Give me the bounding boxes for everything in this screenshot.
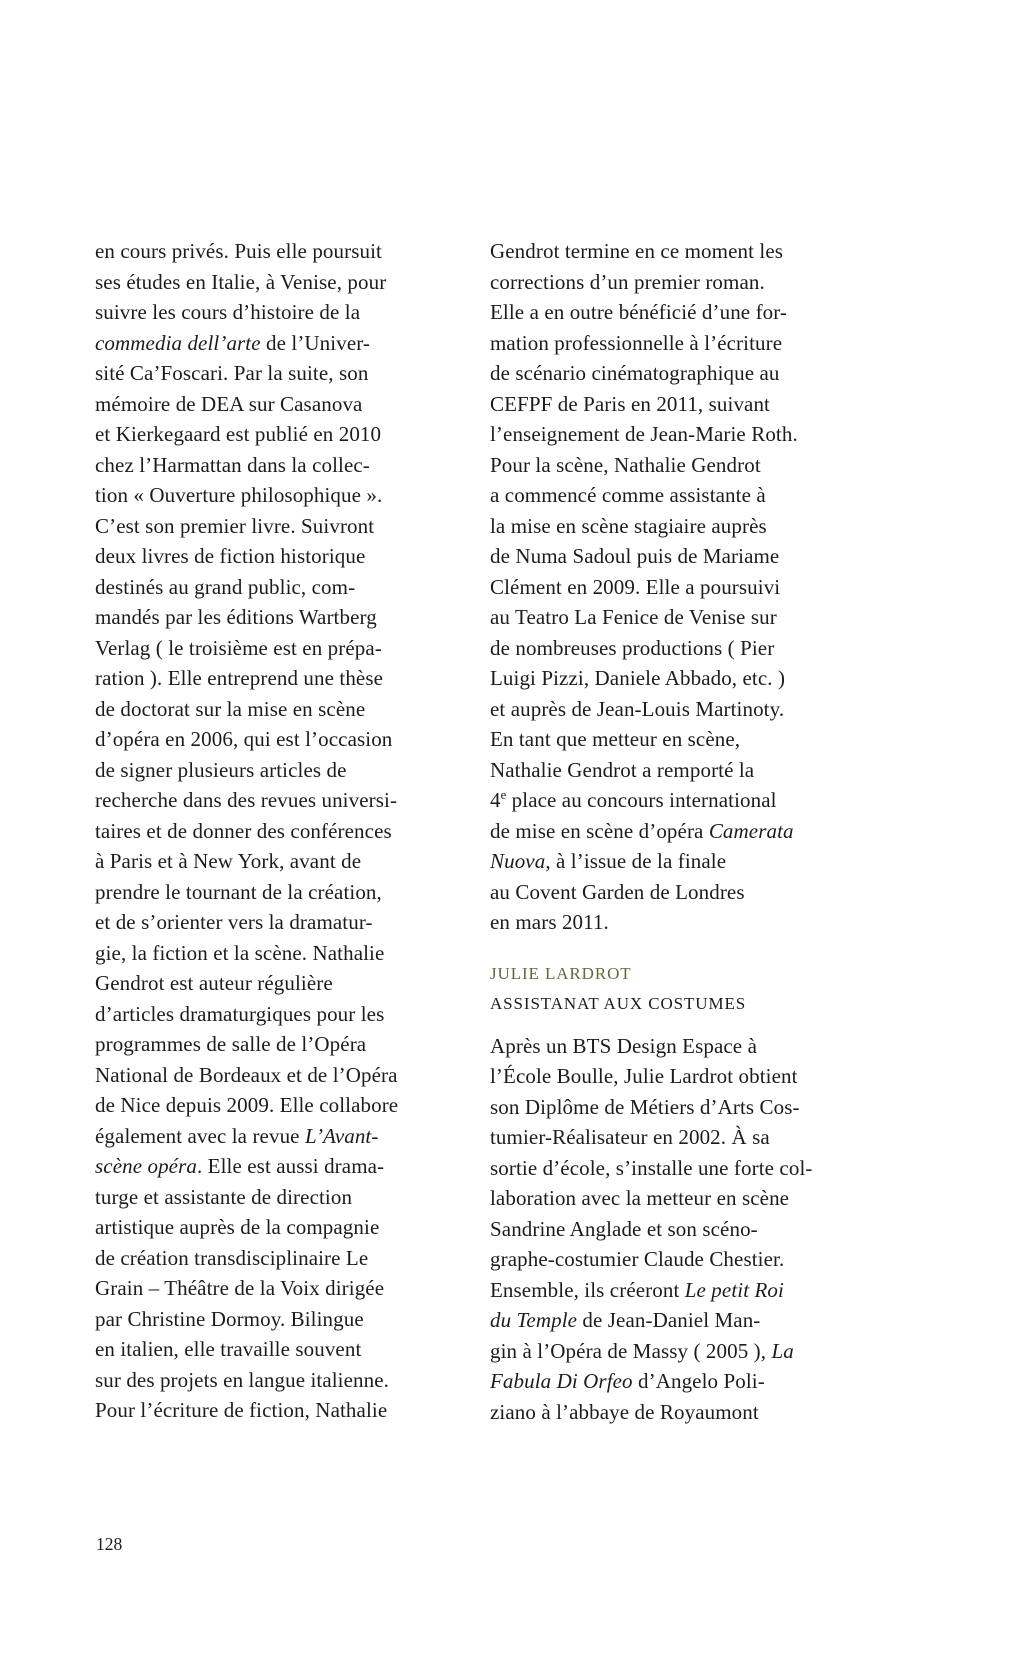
text-line: graphe-costumier Claude Chestier. [490,1247,785,1271]
text-line: Gendrot est auteur régulière [95,971,333,995]
text-line: Pour l’écriture de fiction, Nathalie [95,1398,388,1422]
text-line: du Temple de Jean-Daniel Man- [490,1308,761,1332]
text-line: Luigi Pizzi, Daniele Abbado, etc. ) [490,666,786,690]
text-line: Elle a en outre bénéficié d’une for- [490,300,788,324]
text-line: de Nice depuis 2009. Elle collabore [95,1093,399,1117]
bio-paragraph-nathalie-gendrot-left [95,236,480,1426]
text-line: de scénario cinématographique au [490,361,780,385]
text-line: Verlag ( le troisième est en prépa- [95,635,382,660]
section-heading-julie-lardrot [490,959,875,1019]
text-line: suivre les cours d’histoire de la [95,300,361,324]
text-line: de Numa Sadoul puis de Mariame [490,544,780,568]
text-line: tumier-Réalisateur en 2002. À sa [490,1125,770,1149]
text-line: programmes de salle de l’Opéra [95,1032,367,1056]
text-line: au Covent Garden de Londres [490,879,745,904]
text-line: C’est son premier livre. Suivront [95,513,375,538]
text-line: d’articles dramaturgiques pour les [95,1001,385,1026]
text-line: National de Bordeaux et de l’Opéra [95,1062,398,1087]
text-line: scène opéra. Elle est aussi drama- [95,1154,385,1178]
text-line: taires et de donner des conférences [95,818,392,843]
text-line: en cours privés. Puis elle poursuit [95,239,382,263]
text-line: tion « Ouverture philosophique ». [95,483,383,507]
text-line: sur des projets en langue italienne. [95,1367,390,1392]
text-line: l’École Boulle, Julie Lardrot obtient [490,1064,798,1088]
text-line: En tant que metteur en scène, [490,727,741,751]
text-line: 4e place au concours international [490,788,777,812]
page-number: 128 [96,1534,123,1554]
text-line: au Teatro La Fenice de Venise sur [490,605,777,629]
text-line: mémoire de DEA sur Casanova [95,391,363,416]
text-line: sité Ca’Foscari. Par la suite, son [95,361,369,385]
person-name-heading: JULIE LARDROT [490,963,632,983]
text-line: en mars 2011. [490,910,609,934]
text-line: ziano à l’abbaye de Royaumont [490,1399,759,1424]
text-line: de création transdisciplinaire Le [95,1245,369,1270]
text-line: turge et assistante de direction [95,1184,353,1209]
text-line: prendre le tournant de la création, [95,879,382,904]
text-line: de nombreuses productions ( Pier [490,635,775,660]
text-line: CEFPF de Paris en 2011, suivant [490,391,770,416]
text-line: ration ). Elle entreprend une thèse [95,666,384,690]
person-role-heading: ASSISTANAT AUX COSTUMES [490,993,747,1013]
text-line: Sandrine Anglade et son scéno- [490,1216,758,1241]
text-line: la mise en scène stagiaire auprès [490,513,767,538]
text-line: l’enseignement de Jean-Marie Roth. [490,422,798,446]
text-line: Nathalie Gendrot a remporté la [490,757,755,782]
text-line: Pour la scène, Nathalie Gendrot [490,452,761,477]
text-line: Ensemble, ils créeront Le petit Roi [490,1277,784,1302]
text-line: Nuova, à l’issue de la finale [490,849,727,873]
text-line: de mise en scène d’opéra Camerata [490,818,794,843]
text-line: laboration avec la metteur en scène [490,1186,790,1210]
text-line: à Paris et à New York, avant de [95,849,362,873]
text-line: de signer plusieurs articles de [95,757,347,782]
right-column [490,236,875,1427]
text-line: a commencé comme assistante à [490,483,766,507]
text-line: en italien, elle travaille souvent [95,1337,362,1361]
text-line: gie, la fiction et la scène. Nathalie [95,940,385,965]
text-line: Fabula Di Orfeo d’Angelo Poli- [490,1369,765,1393]
text-line: Grain – Théâtre de la Voix dirigée [95,1276,385,1300]
text-line: de doctorat sur la mise en scène [95,696,366,721]
text-line: Après un BTS Design Espace à [490,1033,757,1058]
text-line: sortie d’école, s’installe une forte col- [490,1155,813,1180]
text-line: mandés par les éditions Wartberg [95,605,377,629]
text-line: également avec la revue L’Avant- [95,1123,379,1148]
text-line: commedia dell’arte de l’Univer- [95,330,371,355]
text-line: gin à l’Opéra de Massy ( 2005 ), La [490,1338,794,1363]
bio-paragraph-nathalie-gendrot-right [490,236,875,938]
text-line: chez l’Harmattan dans la collec- [95,452,370,477]
text-line: et de s’orienter vers la dramatur- [95,910,373,934]
left-column [95,236,480,1426]
text-line: d’opéra en 2006, qui est l’occasion [95,727,393,751]
text-line: et auprès de Jean-Louis Martinoty. [490,696,785,721]
text-line: mation professionnelle à l’écriture [490,330,783,355]
text-line: corrections d’un premier roman. [490,269,765,294]
bio-paragraph-julie-lardrot [490,1031,875,1428]
text-line: destinés au grand public, com- [95,574,356,599]
text-line: par Christine Dormoy. Bilingue [95,1306,364,1331]
text-line: deux livres de fiction historique [95,544,366,568]
text-line: Clément en 2009. Elle a poursuivi [490,574,781,599]
text-line: Gendrot termine en ce moment les [490,239,784,263]
text-line: ses études en Italie, à Venise, pour [95,269,387,294]
text-line: recherche dans des revues universi- [95,788,398,812]
text-line: artistique auprès de la compagnie [95,1215,380,1239]
text-line: et Kierkegaard est publié en 2010 [95,422,382,446]
text-line: son Diplôme de Métiers d’Arts Cos- [490,1094,800,1119]
